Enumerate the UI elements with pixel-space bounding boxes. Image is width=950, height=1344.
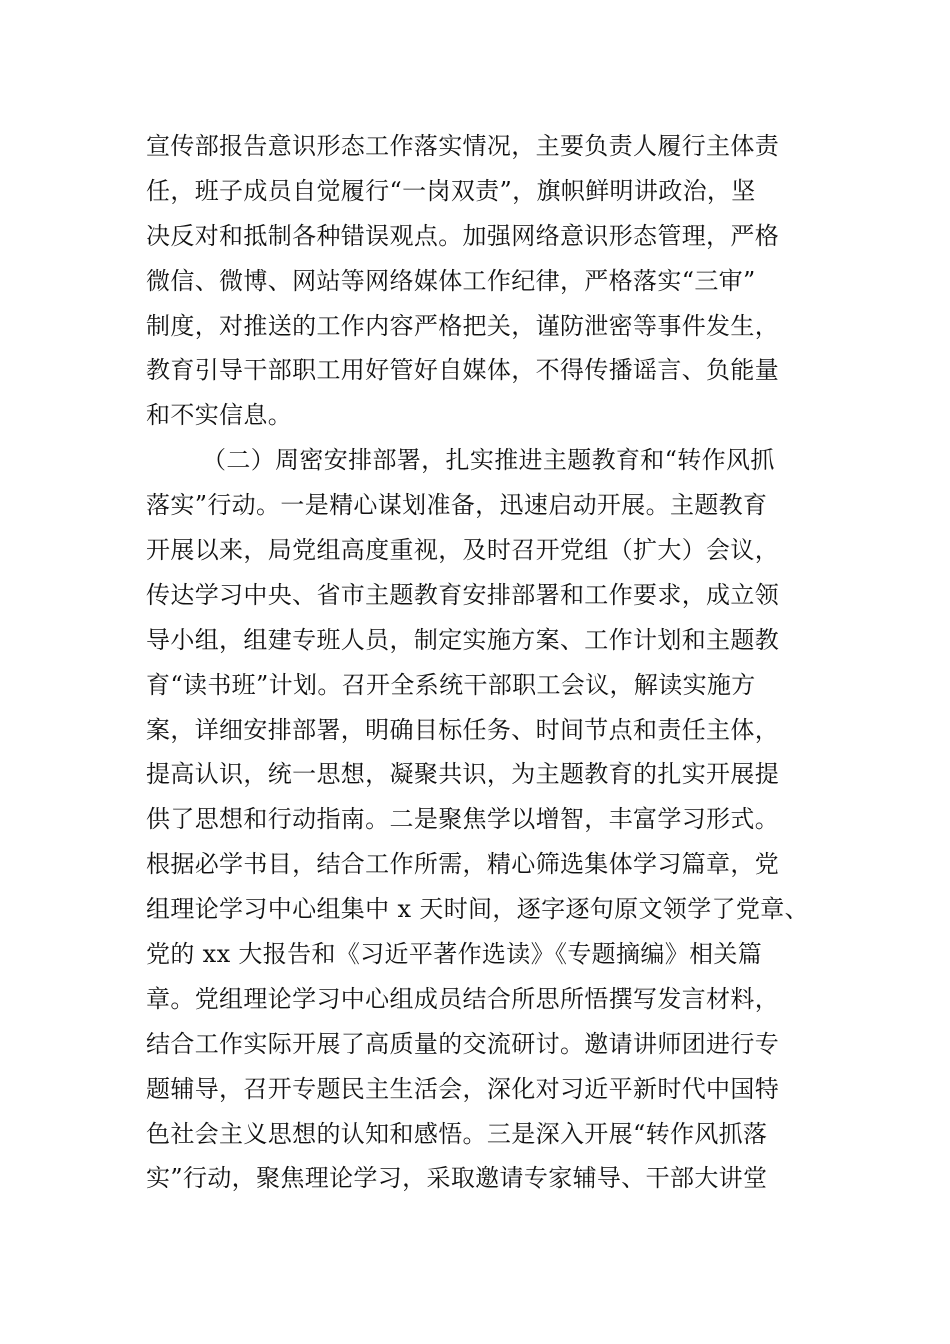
text-line-21: 结合工作实际开展了高质量的交流研讨。邀请讲师团进行专 [146, 1029, 780, 1058]
text-line-1: 宣传部报告意识形态工作落实情况，主要负责人履行主体责 [146, 132, 780, 160]
text-line-3: 决反对和抵制各种错误观点。加强网络意识形态管理，严格 [146, 221, 780, 250]
text-line-5: 制度，对推送的工作内容严格把关，谨防泄密等事件发生， [146, 311, 780, 340]
text-line-9: 落实”行动。一是精心谋划准备，迅速启动开展。主题教育 [146, 491, 768, 520]
text-line-22: 题辅导，召开专题民主生活会，深化对习近平新时代中国特 [146, 1074, 780, 1103]
text-line-23: 色社会主义思想的认知和感悟。三是深入开展“转作风抓落 [146, 1119, 768, 1148]
text-line-15: 提高认识，统一思想，凝聚共识，为主题教育的扎实开展提 [146, 760, 780, 789]
text-line-16: 供了思想和行动指南。二是聚焦学以增智，丰富学习形式。 [146, 805, 780, 834]
text-line-20: 章。党组理论学习中心组成员结合所思所悟撰写发言材料， [146, 984, 780, 1013]
text-line-7: 和不实信息。 [146, 401, 293, 430]
section-heading-line: （二）周密安排部署，扎实推进主题教育和“转作风抓 [202, 446, 775, 475]
text-line-14: 案，详细安排部署，明确目标任务、时间节点和责任主体， [146, 715, 780, 744]
text-line-2: 任，班子成员自觉履行“一岗双责”，旗帜鲜明讲政治，坚 [146, 176, 756, 205]
text-line-18: 组理论学习中心组集中 x 天时间，逐字逐句原文领学了党章、 [146, 895, 809, 924]
body-text [146, 124, 818, 1201]
text-line-13: 育“读书班”计划。召开全系统干部职工会议，解读实施方 [146, 670, 756, 699]
text-line-12: 导小组，组建专班人员，制定实施方案、工作计划和主题教 [146, 625, 780, 654]
text-line-11: 传达学习中央、省市主题教育安排部署和工作要求，成立领 [146, 580, 780, 609]
text-line-6: 教育引导干部职工用好管好自媒体，不得传播谣言、负能量 [146, 356, 780, 385]
text-line-24: 实”行动，聚焦理论学习，采取邀请专家辅导、干部大讲堂 [146, 1164, 768, 1193]
text-line-19: 党的 xx 大报告和《习近平著作选读》《专题摘编》相关篇 [146, 940, 763, 969]
text-line-17: 根据必学书目，结合工作所需，精心筛选集体学习篇章，党 [146, 850, 780, 879]
text-line-4: 微信、微博、网站等网络媒体工作纪律，严格落实“三审” [146, 266, 756, 295]
text-line-10: 开展以来，局党组高度重视，及时召开党组（扩大）会议， [146, 536, 780, 565]
